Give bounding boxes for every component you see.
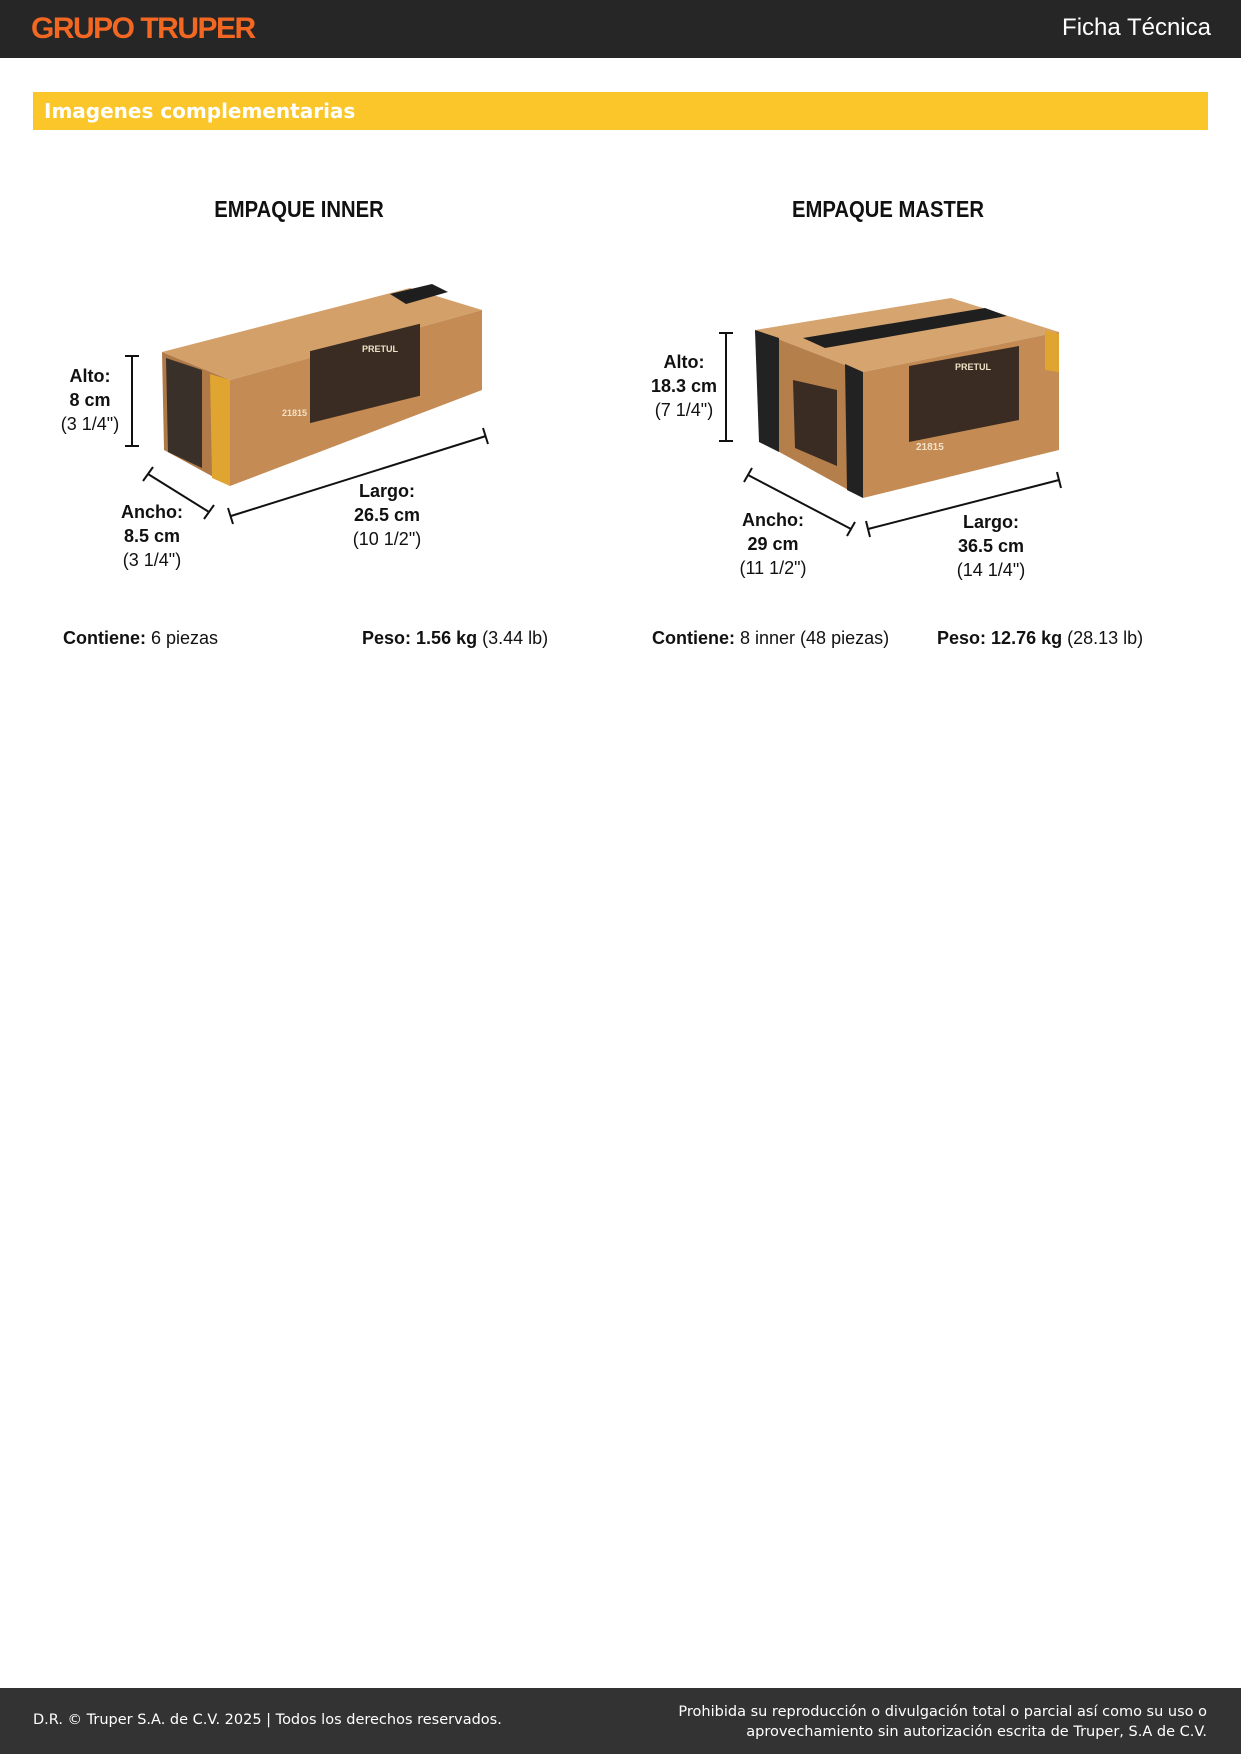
inner-weight-label: Peso: [362,628,412,648]
inner-contents-label: Contiene: [63,628,146,648]
inner-contents-value: 6 piezas [151,628,219,648]
inner-alto-dimension [30,364,150,436]
section-heading-bar [33,92,1208,130]
footer-legal-line-2: aprovechamiento sin autorización escrita de Truper, S.A de C.V. [746,1724,1207,1740]
footer-legal-line-1: Prohibida su reproducción o divulgación total o parcial así como su uso o [678,1704,1207,1720]
footer-copyright: D.R. © Truper S.A. de C.V. 2025 | Todos los derechos reservados. [33,1712,502,1728]
master-largo-dimension [931,510,1051,582]
inner-ancho-label: Ancho: [121,502,183,522]
inner-alto-imperial: (3 1/4") [60,414,120,434]
inner-largo-imperial: (10 1/2") [352,529,422,549]
master-alto-imperial: (7 1/4") [654,400,714,420]
master-contents [652,628,889,649]
inner-largo-dimension [327,479,447,551]
inner-contents [63,628,218,649]
master-ancho-imperial: (11 1/2") [739,558,807,578]
master-weight-label: Peso: [937,628,987,648]
master-largo-metric: 36.5 cm [957,536,1025,556]
inner-alto-label: Alto: [69,366,111,386]
master-contents-label: Contiene: [652,628,735,648]
document-type-title: Ficha Técnica [1062,14,1211,41]
inner-weight [362,628,548,649]
inner-weight-metric: 1.56 kg [416,628,478,648]
master-alto-metric: 18.3 cm [650,376,718,396]
inner-box-brand-label: PRETUL [362,344,398,354]
master-ancho-metric: 29 cm [747,534,799,554]
inner-ancho-dimension [92,500,212,572]
master-weight [937,628,1143,649]
inner-weight-imperial: (3.44 lb) [482,628,549,648]
master-weight-imperial: (28.13 lb) [1067,628,1144,648]
footer-legal-notice [678,1702,1207,1742]
header-bar [0,0,1241,58]
inner-largo-label: Largo: [359,481,415,501]
master-ancho-label: Ancho: [742,510,804,530]
grupo-truper-logo: GRUPO TRUPER [31,12,255,45]
section-title: Imagenes complementarias [44,99,356,123]
master-box-brand-label: PRETUL [955,362,991,372]
inner-alto-metric: 8 cm [69,390,111,410]
master-ancho-dimension [713,508,833,580]
master-contents-value: 8 inner (48 piezas) [740,628,890,648]
master-box-code-label: 21815 [916,442,944,453]
master-package-title: EMPAQUE MASTER [792,196,984,222]
master-largo-imperial: (14 1/4") [956,560,1026,580]
master-alto-dimension [624,350,744,422]
master-weight-metric: 12.76 kg [991,628,1063,648]
inner-ancho-imperial: (3 1/4") [122,550,182,570]
footer-bar [0,1688,1241,1754]
inner-ancho-metric: 8.5 cm [123,526,181,546]
master-largo-label: Largo: [963,512,1019,532]
inner-largo-metric: 26.5 cm [353,505,421,525]
inner-box-code-label: 21815 [282,408,308,418]
inner-package-title: EMPAQUE INNER [214,196,384,222]
master-alto-label: Alto: [663,352,705,372]
